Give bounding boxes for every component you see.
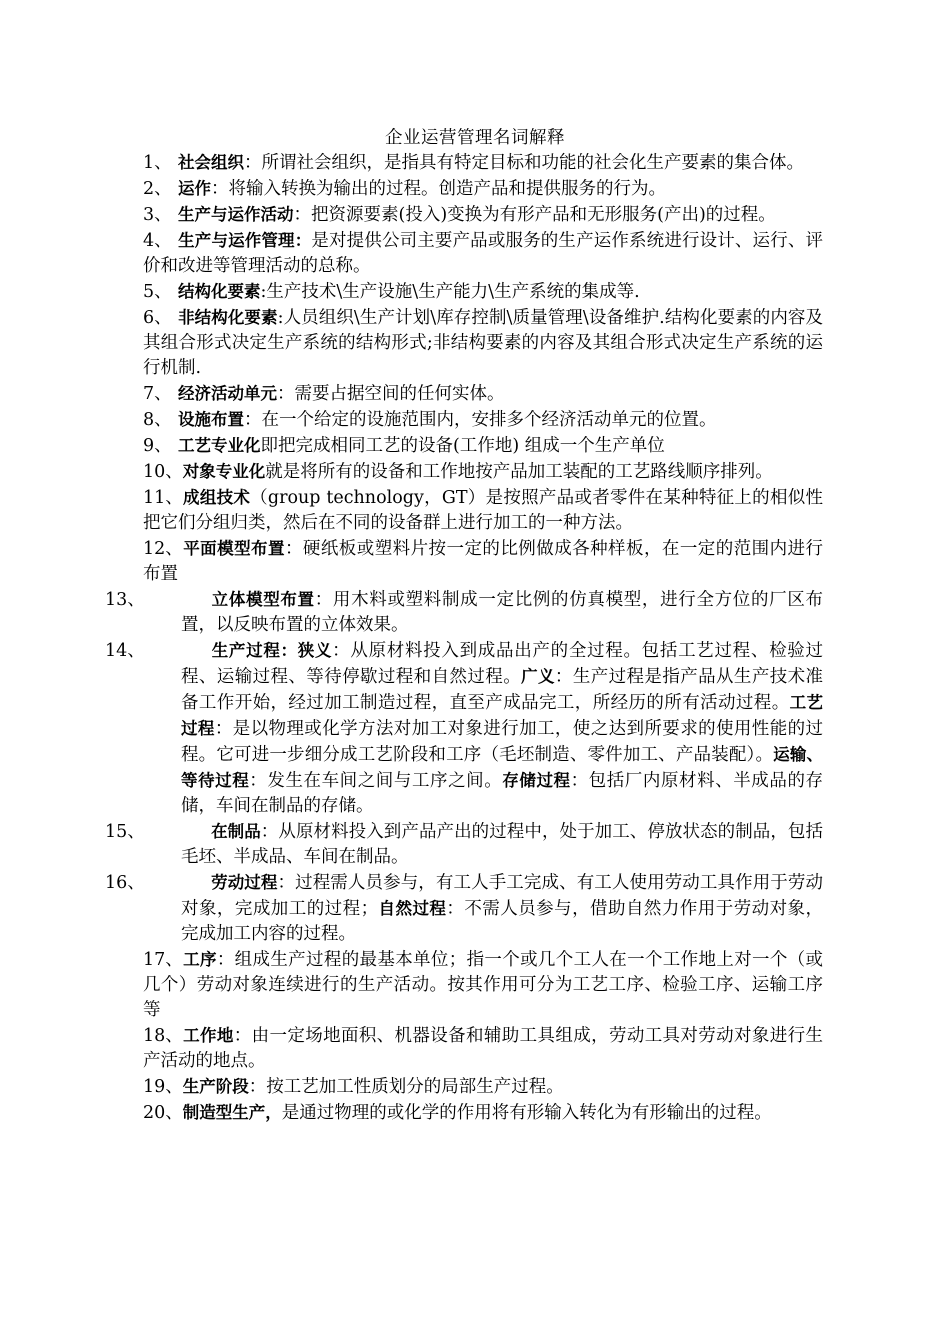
entry-number: 8、 <box>143 410 172 430</box>
entry-number: 7、 <box>143 384 172 404</box>
term-definition: ：按工艺加工性质划分的局部生产过程。 <box>248 1077 564 1097</box>
entry-number: 20、 <box>143 1103 183 1123</box>
term-definition: ：需要占据空间的任何实体。 <box>277 384 505 404</box>
term-entry <box>105 819 824 870</box>
term-definition: ：从原材料投入到产品产出的过程中，处于加工、停放状态的制品，包括毛坯、半成品、车间在制品。 <box>181 822 824 867</box>
term-name: 制造型生产， <box>182 1103 282 1122</box>
term-definition: ：生产过程是指产品从生产技术准备工作开始，经过加工制造过程，直至产成品完工，所经历的所有活动过程。 <box>181 667 824 713</box>
term-name: 生产与运作活动 <box>178 205 294 224</box>
term-definition: ：将输入转换为输出的过程。创造产品和提供服务的行为。 <box>211 179 666 199</box>
term-entry <box>143 176 823 202</box>
entry-number: 9、 <box>143 436 172 456</box>
term-definition: 就是将所有的设备和工作地按产品加工装配的工艺路线顺序排列。 <box>265 462 773 482</box>
term-name: 社会组织 <box>178 153 244 172</box>
term-definition: 即把完成相同工艺的设备(工作地) 组成一个生产单位 <box>260 436 665 456</box>
term-name: 工作地 <box>182 1026 234 1045</box>
term-list <box>105 150 824 1126</box>
term-definition: 是对提供公司主要产品或服务的生产运作系统进行设计、运行、评价和改进等管理活动的总称。 <box>143 231 824 276</box>
term-entry <box>143 433 823 459</box>
term-entry <box>143 536 823 587</box>
entry-number: 2、 <box>143 179 172 199</box>
term-definition: :生产技术\生产设施\生产能力\生产系统的集成等. <box>260 282 640 302</box>
term-name: 在制品 <box>211 822 261 841</box>
term-name: 劳动过程 <box>211 873 278 892</box>
term-name: 结构化要素 <box>178 282 261 301</box>
term-entry <box>105 870 824 947</box>
entry-number: 3、 <box>143 205 172 225</box>
term-definition: ：硬纸板或塑料片按一定的比例做成各种样板，在一定的范围内进行布置 <box>143 539 824 584</box>
term-name: 自然过程 <box>378 899 447 918</box>
entry-number: 18、 <box>143 1026 183 1046</box>
term-definition: ：从原材料投入到成品出产的全过程。包括工艺过程、检验过程、运输过程、等待停歇过程和自然过程。 <box>181 641 824 687</box>
entry-number: 6、 <box>143 308 172 328</box>
term-entry <box>105 638 824 819</box>
entry-number: 4、 <box>143 231 172 251</box>
term-entry <box>105 587 824 638</box>
entry-number: 11、 <box>143 488 183 508</box>
term-definition: ：包括厂内原材料、半成品的存储，车间在制品的存储。 <box>181 771 824 816</box>
term-definition: :人员组织\生产计划\库存控制\质量管理\设备维护.结构化要素的内容及其组合形式决定生产系统的结构形式;非结构要素的内容及其组合形式决定生产系统的运行机制. <box>143 308 823 378</box>
term-entry <box>143 459 823 485</box>
term-name: 生产阶段 <box>182 1077 249 1096</box>
term-entry <box>143 1023 823 1074</box>
term-name: 成组技术 <box>182 488 251 507</box>
term-entry <box>143 305 823 381</box>
term-name: 设施布置 <box>178 410 244 429</box>
entry-number: 10、 <box>143 462 183 482</box>
term-entry <box>143 228 823 279</box>
term-name: 运作 <box>178 179 211 198</box>
term-entry <box>143 202 823 228</box>
entry-number: 1、 <box>143 153 172 173</box>
term-name: 立体模型布置 <box>211 590 315 609</box>
term-definition: ：发生在车间之间与工序之间。 <box>249 771 503 791</box>
term-entry <box>143 947 823 1023</box>
term-definition: ：所谓社会组织，是指具有特定目标和功能的社会化生产要素的集合体。 <box>244 153 804 173</box>
entry-number: 5、 <box>143 282 172 302</box>
term-name: 平面模型布置 <box>182 539 285 558</box>
term-name: 运输、等待过程 <box>181 745 824 790</box>
entry-number: 13、 <box>105 590 145 610</box>
term-definition: ：在一个给定的设施范围内，安排多个经济活动单元的位置。 <box>244 410 717 430</box>
term-name: 存储过程 <box>502 771 571 790</box>
term-entry <box>143 485 823 536</box>
term-definition: ：组成生产过程的最基本单位；指一个或几个工人在一个工作地上对一个（或几个）劳动对象连续进行的生产活动。按其作用可分为工艺工序、检验工序、运输工序等 <box>143 950 824 1020</box>
term-definition: ：由一定场地面积、机器设备和辅助工具组成，劳动工具对劳动对象进行生产活动的地点。 <box>143 1026 823 1071</box>
entry-number: 15、 <box>105 822 145 842</box>
term-definition: ：把资源要素(投入)变换为有形产品和无形服务(产出)的过程。 <box>293 205 776 225</box>
term-entry <box>143 279 823 305</box>
entry-number: 16、 <box>105 873 145 893</box>
term-name: 对象专业化 <box>182 462 266 481</box>
term-name: 工序 <box>182 950 217 969</box>
term-entry <box>143 1100 823 1126</box>
term-name: 经济活动单元 <box>178 384 277 403</box>
term-definition: ：不需人员参与，借助自然力作用于劳动对象，完成加工内容的过程。 <box>181 899 824 944</box>
entry-number: 14、 <box>105 641 145 661</box>
term-name: 生产与运作管理： <box>178 231 312 250</box>
term-definition: （group technology，GT）是按照产品或者零件在某种特征上的相似性把它们分组归类，然后在不同的设备群上进行加工的一种方法。 <box>143 488 824 533</box>
document-title: 企业运营管理名词解释 <box>385 128 565 148</box>
term-definition: 是通过物理的或化学的作用将有形输入转化为有形输出的过程。 <box>281 1103 772 1123</box>
term-definition: ：是以物理或化学方法对加工对象进行加工，使之达到所要求的使用性能的过程。它可进一步细分成工艺阶段和工序（毛坯制造、零件加工、产品装配）。 <box>181 719 824 765</box>
term-entry <box>143 381 823 407</box>
term-definition: ：过程需人员参与，有工人手工完成、有工人使用劳动工具作用于劳动对象，完成加工的过程； <box>181 873 823 919</box>
term-name: 生产过程：狭义 <box>211 641 333 660</box>
entry-number: 19、 <box>143 1077 183 1097</box>
term-entry <box>143 150 823 176</box>
term-name: 非结构化要素 <box>178 308 278 327</box>
term-definition: ：用木料或塑料制成一定比例的仿真模型，进行全方位的厂区布置，以反映布置的立体效果。 <box>181 590 824 635</box>
term-entry <box>143 407 823 433</box>
entry-number: 17、 <box>143 950 183 970</box>
term-name: 广义 <box>521 667 555 686</box>
term-entry <box>143 1074 823 1100</box>
term-name: 工艺过程 <box>181 693 824 738</box>
entry-number: 12、 <box>143 539 183 559</box>
term-name: 工艺专业化 <box>178 436 261 455</box>
